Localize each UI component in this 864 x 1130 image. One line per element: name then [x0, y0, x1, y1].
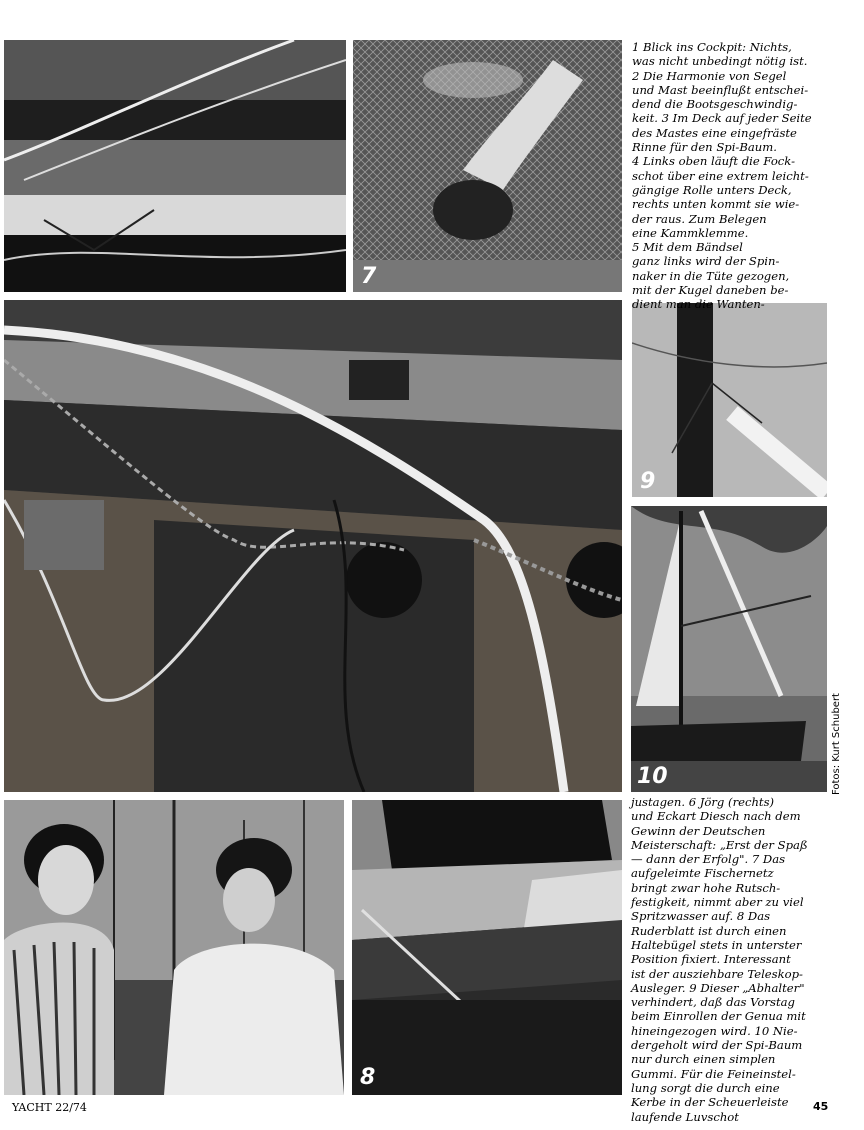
photo-number: 9 — [640, 469, 656, 494]
photo-number: 7 — [361, 264, 377, 289]
photo-credit: Fotos: Kurt Schubert — [831, 693, 842, 795]
photo-fishing-net — [353, 40, 622, 292]
caption-top: 1 Blick ins Cockpit: Nichts, was nicht unbedingt nötig ist. 2 Die Harmonie von Segel und Mast beeinflußt entschei- dend die Bootsgeschwindig- keit. 3 Im Deck auf jeder Seite des Mastes eine eingefräste Rinne für den Spi-Baum. 4 Links oben läuft die Fock- schot über eine extrem leicht- gängige Rolle unters Deck, rechts unten kommt sie wie- der raus. Zum Belegen eine Kammklemme. 5 Mit dem Bändsel ganz links wird der Spin- naker in die Tüte gezogen, mit der Kugel daneben be- dient man die Wanten- — [632, 40, 812, 312]
photo-rudder-tiller — [352, 800, 622, 1095]
photo-number: 8 — [360, 1065, 376, 1090]
photo-cockpit — [4, 40, 346, 292]
footer-magazine: YACHT 22/74 — [12, 1101, 87, 1114]
photo-mast-spreader — [632, 303, 827, 497]
photo-deck-lines — [4, 300, 622, 792]
caption-bottom: justagen. 6 Jörg (rechts) und Eckart Diesch nach dem Gewinn der Deutschen Meisterschaft: „Erst der Spaß — dann der Erfolg". 7 Das aufgeleimte Fischernetz bringt zwar hohe Rutsch- festigkeit, nimmt aber zu viel Spritzwasser auf. 8 Das Ruderblatt ist durch einen Haltebügel stets in unterster Position fixiert. Interessant ist der ausziehbare Teleskop- Ausleger. 9 Dieser „Abhalter" verhindert, daß das Vorstag beim Einrollen der Genua mit hineingezogen wird. 10 Nie- dergeholt wird der Spi-Baum nur durch einen simplen Gummi. Für die Feineinstel- lung sorgt die durch eine Kerbe in der Scheuerleiste laufende Luvschot — [631, 795, 808, 1124]
footer-page-number: 45 — [813, 1100, 829, 1113]
photo-number: 10 — [637, 764, 668, 789]
photo-boat-spinnaker-pole — [631, 506, 827, 792]
photo-two-sailors — [4, 800, 344, 1095]
